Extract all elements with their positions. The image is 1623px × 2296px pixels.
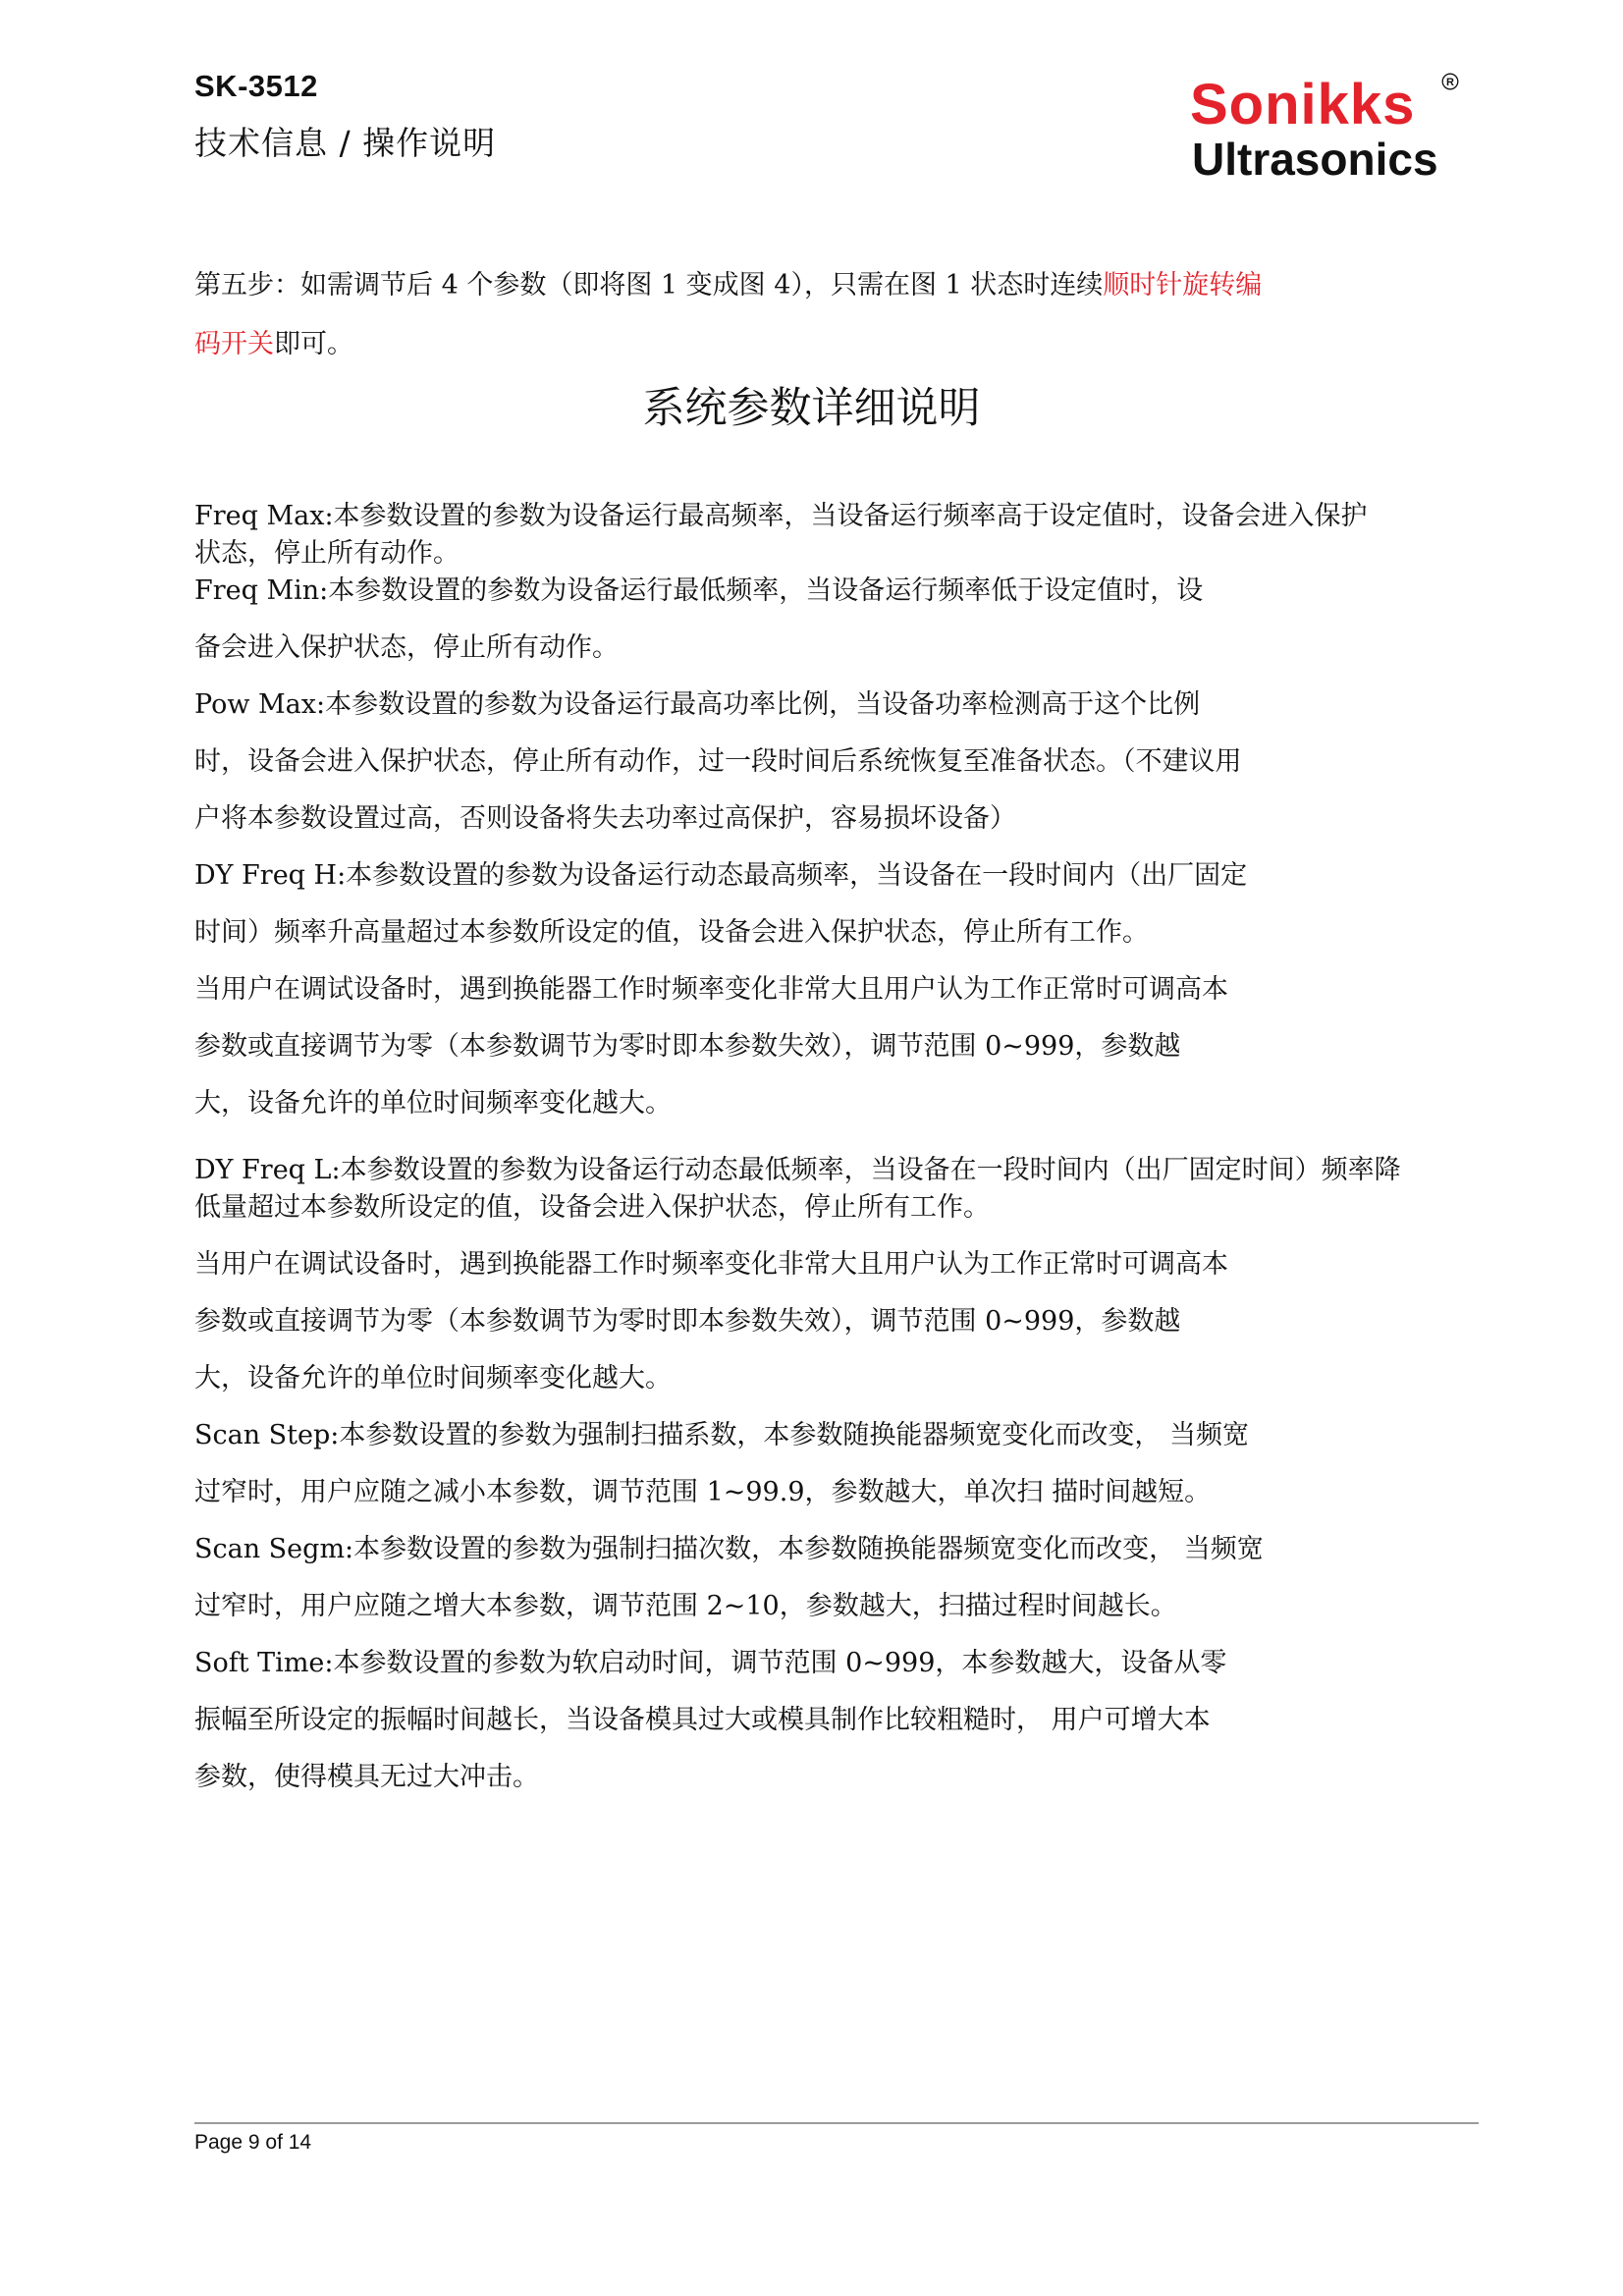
paragraph-line: 大，设备允许的单位时间频率变化越大。 [194,1088,672,1119]
paragraph-line: Scan Step:本参数设置的参数为强制扫描系数，本参数随换能器频宽变化而改变， 当频宽 [194,1420,1249,1450]
registered-mark-icon [1441,73,1459,90]
page-number: Page 9 of 14 [194,2131,312,2154]
paragraph-line: 状态，停止所有动作。 [194,538,460,569]
step5-line-2 [194,327,353,362]
paragraph-line: 过窄时，用户应随之减小本参数，调节范围 1~99.9，参数越大，单次扫 描时间越短。 [194,1477,1212,1507]
paragraph-line: 参数或直接调节为零（本参数调节为零时即本参数失效），调节范围 0~999，参数越 [194,1031,1181,1062]
paragraph-line: 当用户在调试设备时，遇到换能器工作时频率变化非常大且用户认为工作正常时可调高本 [194,1249,1228,1280]
paragraph-line: 低量超过本参数所设定的值，设备会进入保护状态，停止所有工作。 [194,1192,990,1223]
paragraph-line: Soft Time:本参数设置的参数为软启动时间，调节范围 0~999，本参数越大，设备从零 [194,1648,1227,1678]
paragraph-line: DY Freq H:本参数设置的参数为设备运行动态最高频率，当设备在一段时间内（出厂固定 [194,860,1248,891]
paragraph-line: Freq Max:本参数设置的参数为设备运行最高频率，当设备运行频率高于设定值时，设备会进入保护 [194,501,1368,531]
logo-brand-text: Sonikks [1190,73,1416,137]
footer-divider [194,2122,1479,2124]
paragraph-line: 过窄时，用户应随之增大本参数，调节范围 2~10，参数越大，扫描过程时间越长。 [194,1591,1177,1621]
logo-sub-text: Ultrasonics [1192,134,1438,185]
paragraph-line: 参数，使得模具无过大冲击。 [194,1762,539,1792]
step5-line-1 [194,268,1262,303]
paragraph-line: Freq Min:本参数设置的参数为设备运行最低频率，当设备运行频率低于设定值时，设 [194,575,1204,606]
svg-text:R: R [1446,77,1454,88]
paragraph-line: 参数或直接调节为零（本参数调节为零时即本参数失效），调节范围 0~999，参数越 [194,1306,1181,1337]
step5-text-end: 即可。 [274,329,353,359]
paragraph-line: 当用户在调试设备时，遇到换能器工作时频率变化非常大且用户认为工作正常时可调高本 [194,974,1228,1005]
paragraph-line: Pow Max:本参数设置的参数为设备运行最高功率比例，当设备功率检测高于这个比例 [194,689,1201,720]
model-number: SK-3512 [194,69,318,103]
paragraph-line: Scan Segm:本参数设置的参数为强制扫描次数，本参数随换能器频宽变化而改变， 当频宽 [194,1534,1264,1564]
paragraph-line: 时，设备会进入保护状态，停止所有动作，过一段时间后系统恢复至准备状态。（不建议用 [194,746,1242,777]
paragraph-line: 时间）频率升高量超过本参数所设定的值，设备会进入保护状态，停止所有工作。 [194,917,1149,948]
paragraph-line: 备会进入保护状态，停止所有动作。 [194,632,619,663]
paragraph-line: 振幅至所设定的振幅时间越长，当设备模具过大或模具制作比较粗糙时， 用户可增大本 [194,1705,1211,1735]
sonikks-logo [1178,71,1492,189]
step5-highlight-cont: 码开关 [194,329,274,359]
section-title: 系统参数详细说明 [642,384,981,433]
paragraph-line: DY Freq L:本参数设置的参数为设备运行动态最低频率，当设备在一段时间内（出厂固定时间）频率降 [194,1155,1401,1185]
document-type: 技术信息 / 操作说明 [194,124,497,162]
paragraph-line: 大，设备允许的单位时间频率变化越大。 [194,1363,672,1394]
step5-text: 第五步：如需调节后 4 个参数（即将图 1 变成图 4），只需在图 1 状态时连续 [194,270,1104,301]
paragraph-line: 户将本参数设置过高，否则设备将失去功率过高保护，容易损坏设备） [194,803,1016,834]
step5-highlight: 顺时针旋转编 [1103,270,1263,301]
